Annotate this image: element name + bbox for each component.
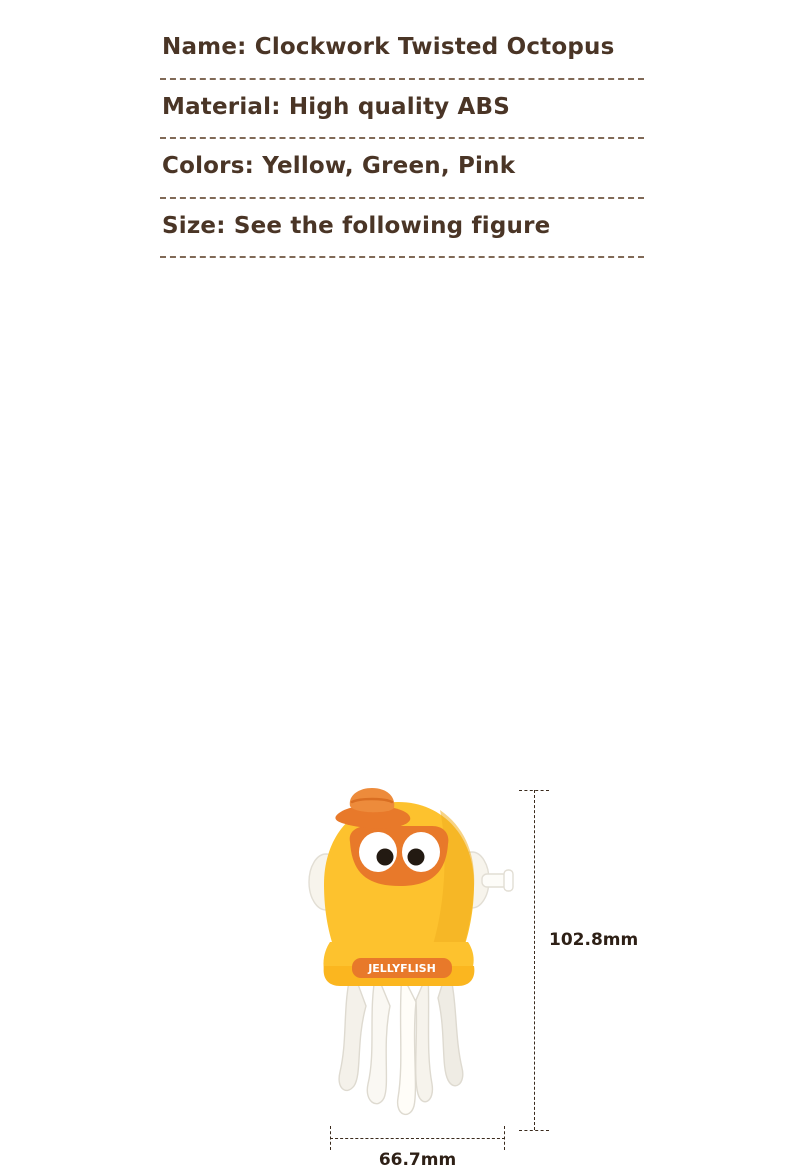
spec-row-name — [160, 20, 644, 80]
width-dimension-line — [330, 1138, 505, 1139]
width-dimension-label: 66.7mm — [378, 1150, 457, 1170]
product-figure — [0, 385, 800, 1170]
tentacles-group — [339, 966, 463, 1114]
spec-divider-4 — [160, 256, 644, 258]
spec-row-size — [160, 199, 644, 259]
height-dimension-label: 102.8mm — [549, 930, 639, 950]
height-tick-top — [519, 790, 549, 791]
width-tick-left — [330, 1126, 331, 1150]
spec-text-name: Name: Clockwork Twisted Octopus — [162, 34, 615, 60]
spec-text-colors: Colors: Yellow, Green, Pink — [162, 153, 516, 180]
spec-text-size: Size: See the following figure — [162, 212, 551, 239]
spec-list — [160, 20, 644, 258]
spec-row-material — [160, 80, 644, 140]
right-pupil — [408, 849, 425, 866]
octopus-toy-illustration — [290, 780, 530, 1130]
spec-row-colors — [160, 139, 644, 199]
height-tick-bottom — [519, 1130, 549, 1131]
spec-text-material: Material: High quality ABS — [162, 93, 511, 120]
product-label: JELLYFLISH — [368, 962, 436, 975]
width-tick-right — [504, 1126, 505, 1150]
height-dimension-line — [534, 790, 535, 1130]
left-pupil — [377, 849, 394, 866]
